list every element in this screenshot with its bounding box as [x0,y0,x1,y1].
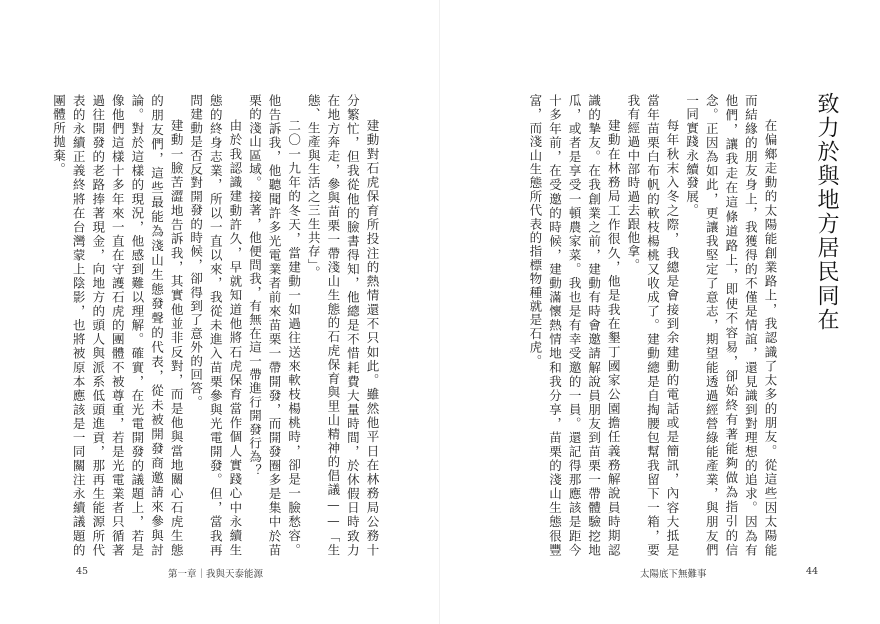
left-running-head: 第一章｜我與天泰能源 [168,569,264,580]
section-title: 致力於與地方居民同在 [814,92,839,332]
right-running-head: 太陽底下無難事 [640,569,707,580]
left-paragraph-1: 建動對石虎保育所投注的熱情還不只如此。雖然他平日在林務局公務十分繁忙，但我從他的臉書得知，他總是不惜耗費大量時間，於休假日時致力在地方奔走，參與苗栗一帶淺山生態的石虎保育與里山精神的倡議——「生態、生產與生活之三生共存」。 [306,94,380,557]
left-paragraph-4: 建動一臉苦澀地告訴我，其實他並非反對，而是他與當地關心石虎生態的朋友們，這些最能為淺山生態發聲的代表，從未被開發商邀請來參與討論。對於這樣的現況，他感到難以理解。確實，在光電開發的議題上，若是像他們這樣十多年來一直在守護石虎的團體不被尊重，若是光電業者只循著過往開發的老路捧著現金，向地方的頭人與派系低頭進貢，那再生能源所代表的永續正義終將在台灣蒙上陰影，也將被原本應該是一同關注永續議題的團體所拋棄。 [51,94,185,557]
right-page-number: 44 [806,566,819,577]
left-body-text [52,94,382,557]
right-body-text [450,94,780,557]
right-paragraph-1: 在偏鄉走動的太陽能創業路上，我認識了太多的朋友。從這些因太陽能而結緣的朋友身上，我獲得的不僅是情誼，還見識到對理想的追求。因為有他們，讓我走在這條道路上，即使不容易，卻始終有著能夠做為指引的信念。正因為如此，更讓我堅定了意志，期望能透過經營綠能產業，與朋友們一同實踐永續發展。 [684,94,778,557]
right-paragraph-3: 建動在林務局工作很久，他是我在墾丁國家公園擔任義務解說員時期認識的摯友。在我創業之前，建動有時會邀請解說員朋友到苗栗一帶體驗挖地瓜，或者是享受一頓農家菜。我也是有幸受邀的一員。還記得那應該是距今十多年前，在受邀的時候，建動滿懷熱情地和我分享，苗栗的淺山生態很豐富，而淺山生態所代表的指標物種就是石虎。 [527,94,622,557]
left-page-number: 45 [76,566,89,577]
right-paragraph-2: 每年秋末入冬之際，我總是會接到余建動的電話或是簡訊，內容大抵是當年苗栗白布帆的軟枝楊桃又收成了。建動總是自掏腰包幫我留下一箱，要我有經過中部時過去跟他拿。 [625,94,681,557]
right-page [440,0,880,624]
left-paragraph-2: 二〇一九年的冬天，當建動一如過往送來軟枝楊桃時，卻是一臉愁容。他告訴我，他聽聞許多光電業者前來苗栗一帶開發，而開發圈多是集中於苗栗的淺山區域。接著，他便問我，有無在這一帶進行開發行為？ [247,94,302,557]
left-paragraph-3: 由於我認識建動許久，早就知道他將石虎保育當作個人實踐心中永續生態的終身志業，所以一直以來，我從未進入苗栗參與光電開發。但，當我再問建動是否反對開發的時候，卻得到了意外的回答。 [188,94,243,557]
